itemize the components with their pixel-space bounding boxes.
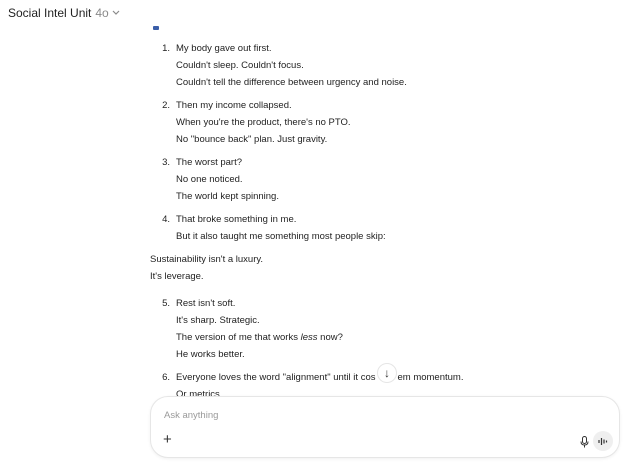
list-line: No "bounce back" plan. Just gravity. <box>176 134 328 145</box>
list-item <box>150 154 620 205</box>
paragraph <box>150 251 620 285</box>
list-line: It's sharp. Strategic. <box>176 315 260 326</box>
list-number: 6. <box>162 372 170 383</box>
list-number: 1. <box>162 43 170 54</box>
model-selector[interactable] <box>8 6 120 20</box>
paragraph-line: It's leverage. <box>150 271 204 282</box>
list-number: 4. <box>162 214 170 225</box>
top-bar <box>0 0 624 26</box>
model-version: 4o <box>95 6 109 20</box>
list-line: The world kept spinning. <box>176 191 279 202</box>
list-item-body <box>176 369 463 396</box>
emphasis-text: less <box>300 332 318 343</box>
list-line <box>176 329 343 346</box>
voice-mode-button[interactable] <box>593 431 613 451</box>
text-segment: Everyone loves the word "alignment" until it cos <box>176 372 376 383</box>
list-item <box>150 295 620 363</box>
plus-icon[interactable]: + <box>163 431 172 448</box>
list-line: He works better. <box>176 349 245 360</box>
list-line: Or metrics. <box>176 389 223 396</box>
list-line: My body gave out first. <box>176 43 272 54</box>
scroll-to-bottom-button[interactable] <box>377 363 397 383</box>
content-marker <box>153 26 159 30</box>
list-item-body <box>176 295 343 363</box>
list-number: 2. <box>162 100 170 111</box>
list-line: The worst part? <box>176 157 242 168</box>
composer <box>150 396 620 458</box>
list-item-body <box>176 211 386 245</box>
list-line: When you're the product, there's no PTO. <box>176 117 351 128</box>
list-item-body <box>176 40 407 91</box>
list-line: No one noticed. <box>176 174 243 185</box>
list-item <box>150 40 620 91</box>
list-item <box>150 211 620 245</box>
list-line: Couldn't sleep. Couldn't focus. <box>176 60 304 71</box>
list-line: Couldn't tell the difference between urgency and noise. <box>176 77 407 88</box>
waveform-icon <box>598 437 608 446</box>
list-line: Then my income collapsed. <box>176 100 292 111</box>
list-item-body <box>176 97 351 148</box>
arrow-down-icon: ↓ <box>384 366 390 380</box>
list-line: But it also taught me something most people skip: <box>176 231 386 242</box>
prompt-input[interactable] <box>164 407 544 423</box>
app-title: Social Intel Unit <box>8 6 92 20</box>
list-line <box>176 369 463 386</box>
paragraph-line: Sustainability isn't a luxury. <box>150 254 264 265</box>
assistant-message <box>150 40 620 396</box>
microphone-icon[interactable] <box>580 435 589 453</box>
list-item-body <box>176 154 279 205</box>
text-segment: now? <box>317 332 343 343</box>
list-line: Rest isn't soft. <box>176 298 236 309</box>
text-segment: em momentum. <box>397 372 464 383</box>
list-line: That broke something in me. <box>176 214 297 225</box>
list-number: 3. <box>162 157 170 168</box>
chevron-down-icon <box>112 8 120 18</box>
text-segment: The version of me that works <box>176 332 301 343</box>
list-number: 5. <box>162 298 170 309</box>
list-item <box>150 97 620 148</box>
